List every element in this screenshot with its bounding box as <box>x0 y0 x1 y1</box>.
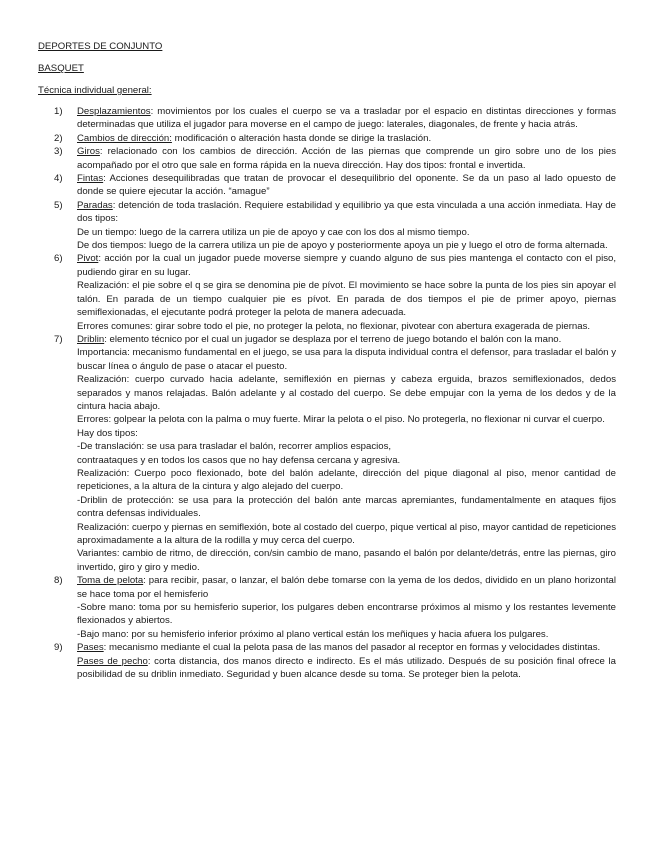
item-term: Pases <box>77 642 104 654</box>
item-text <box>77 333 616 346</box>
item-number: 1) <box>54 106 63 117</box>
item-text <box>77 172 616 199</box>
list-item <box>54 641 616 681</box>
item-text <box>77 199 616 226</box>
item-paragraph: Errores: golpear la pelota con la palma o muy fuerte. Mirar la pelota o el piso. No protegerla, no flexionar ni curvar el cuerpo. <box>77 414 605 426</box>
item-number: 4) <box>54 173 63 185</box>
list-item <box>54 199 616 253</box>
item-paragraph: De dos tiempos: luego de la carrera utiliza un pie de apoyo y posteriormente apoya un pie y luego el otro de forma alternada. <box>77 240 608 252</box>
item-definition: modificación o alteración hasta donde se dirige la traslación. <box>171 132 432 144</box>
item-paragraph: -De translación: se usa para trasladar el balón, recorrer amplios espacios, <box>77 441 392 453</box>
item-text <box>77 641 616 654</box>
item-subdefinition: : corta distancia, dos manos directo e indirecto. Es el más utilizado. Después de su posición final ofrece la posibilidad de su driblin inmediato. Seguridad y buen alcance desde su toma. Se proteger bien la pelota. <box>77 655 616 681</box>
item-definition: : mecanismo mediante el cual la pelota pasa de las manos del pasador al receptor en formas y velocidades distintas. <box>103 642 601 654</box>
item-paragraph: Realización: Cuerpo poco flexionado, bote del balón adelante, dirección del pique diagonal al piso, menor cantidad de repeticiones, a la altura de la cintura y algo alejado del cuerpo. <box>77 467 616 493</box>
item-paragraph: -Sobre mano: toma por su hemisferio superior, los pulgares deben encontrarse próximos al mismo y los restantes levemente flexionados y abiertos. <box>77 602 616 627</box>
list-item <box>54 132 616 145</box>
document-title: DEPORTES DE CONJUNTO <box>38 41 163 52</box>
item-term: Paradas <box>77 199 113 211</box>
item-definition: : para recibir, pasar, o lanzar, el balón debe tomarse con la yema de los dedos, dividido en un plano horizontal se hace toma por el hemisferio <box>77 575 616 600</box>
item-term: Toma de pelota <box>77 575 144 587</box>
item-number: 2) <box>54 132 63 144</box>
list-item <box>54 105 616 132</box>
item-definition: : relacionado con los cambios de dirección. Acción de las piernas que comprende un giro sobre uno de los pies acompañado por el otro que sale en forma rápida en la nueva dirección. Hay dos tipos: frontal e invertida. <box>77 146 616 171</box>
item-paragraph: Variantes: cambio de ritmo, de dirección, con/sin cambio de mano, pasando el balón por delante/detrás, entre las piernas, giro invertido, giro y giro y medio. <box>77 548 616 573</box>
item-paragraph: Importancia: mecanismo fundamental en el juego, se usa para la disputa individual contra el defensor, para trasladar el balón y buscar línea o ángulo de pase o atacar el puesto. <box>77 347 616 372</box>
item-text <box>77 145 616 172</box>
item-paragraph: De un tiempo: luego de la carrera utiliza un pie de apoyo y cae con los dos al mismo tiempo. <box>77 226 470 238</box>
item-definition: : detención de toda traslación. Requiere estabilidad y equilibrio ya que esta vinculada a una acción inmediata. Hay de dos tipos: <box>77 199 616 225</box>
item-subterm: Pases de pecho <box>77 655 148 667</box>
list-item <box>54 333 616 574</box>
subsection-title: Técnica individual general: <box>38 85 152 96</box>
section-title: BASQUET <box>38 63 84 74</box>
item-term: Cambios de dirección: <box>77 132 172 144</box>
item-term: Fintas <box>77 173 104 185</box>
item-paragraph: -Driblin de protección: se usa para la protección del balón ante marcas apremiantes, fundamentalmente en ataques fijos contra defensas individuales. <box>77 494 616 520</box>
list-item <box>54 145 616 172</box>
item-paragraph: Realización: cuerpo y piernas en semiflexión, bote al costado del cuerpo, pique vertical al piso, mayor cantidad de repeticiones aproximadamente a la altura de la rodilla y muy cerca del cuerpo. <box>77 521 616 546</box>
list-item <box>54 252 616 332</box>
item-text <box>77 105 616 132</box>
item-number: 9) <box>54 642 63 654</box>
item-paragraph: -Bajo mano: por su hemisferio inferior próximo al plano vertical están los meñiques y hacia afuera los pulgares. <box>77 628 549 640</box>
item-number: 5) <box>54 199 63 211</box>
item-definition: : acción por la cual un jugador puede moverse siempre y cuando alguno de sus pies mantenga el contacto con el piso, pudiendo girar en su lugar. <box>77 253 616 278</box>
item-text <box>77 132 616 145</box>
item-text <box>77 574 616 601</box>
item-text <box>77 252 616 279</box>
item-paragraph: Realización: el pie sobre el q se gira se denomina pie de pívot. El movimiento se hace sobre la punta de los pies sin apoyar el talón. En parada de un tiempo cualquier pie es pívot. En parada de dos tiempos el pie de primer apoyo, piernas semiflexionadas, el ejecutante podrá proteger la pelota de manera adecuada. <box>77 280 616 319</box>
item-number: 6) <box>54 253 63 265</box>
item-term: Driblin <box>77 333 105 345</box>
item-definition: : movimientos por los cuales el cuerpo se va a trasladar por el espacio en distintas direcciones y formas determinadas que utiliza el jugador para moverse en el campo de juego: laterales, diagonales, de frente y hacia atrás. <box>77 106 616 131</box>
item-number: 8) <box>54 575 63 587</box>
item-paragraph: Hay dos tipos: <box>77 427 138 439</box>
item-definition: : elemento técnico por el cual un jugador se desplaza por el terreno de juego botando el balón con la mano. <box>104 333 562 345</box>
item-number: 7) <box>54 333 63 345</box>
item-term: Pivot <box>77 253 99 265</box>
item-number: 3) <box>54 146 63 158</box>
list-item <box>54 574 616 641</box>
item-paragraph <box>77 655 616 682</box>
item-paragraph: Realización: cuerpo curvado hacia adelante, semiflexión en piernas y cabeza erguida, brazos semiflexionados, dedos separados y manos relajadas. Balón adelante y al costado del cuerpo. Se debe empujar con la yema de los dedos y de la cintura hacia abajo. <box>77 374 616 412</box>
item-definition: : Acciones desequilibradas que tratan de provocar el desequilibrio del oponente. Se da un paso al lado opuesto de donde se quiere ejecutar la acción. “amague” <box>77 173 616 198</box>
list-item <box>54 172 616 199</box>
item-term: Desplazamientos <box>77 106 151 117</box>
numbered-list <box>54 105 616 681</box>
item-term: Giros <box>77 146 100 158</box>
item-paragraph: contraataques y en todos los casos que no hay defensa cercana y agresiva. <box>77 454 401 466</box>
item-paragraph: Errores comunes: girar sobre todo el pie, no proteger la pelota, no flexionar, pivotear con abertura exagerada de piernas. <box>77 320 591 332</box>
